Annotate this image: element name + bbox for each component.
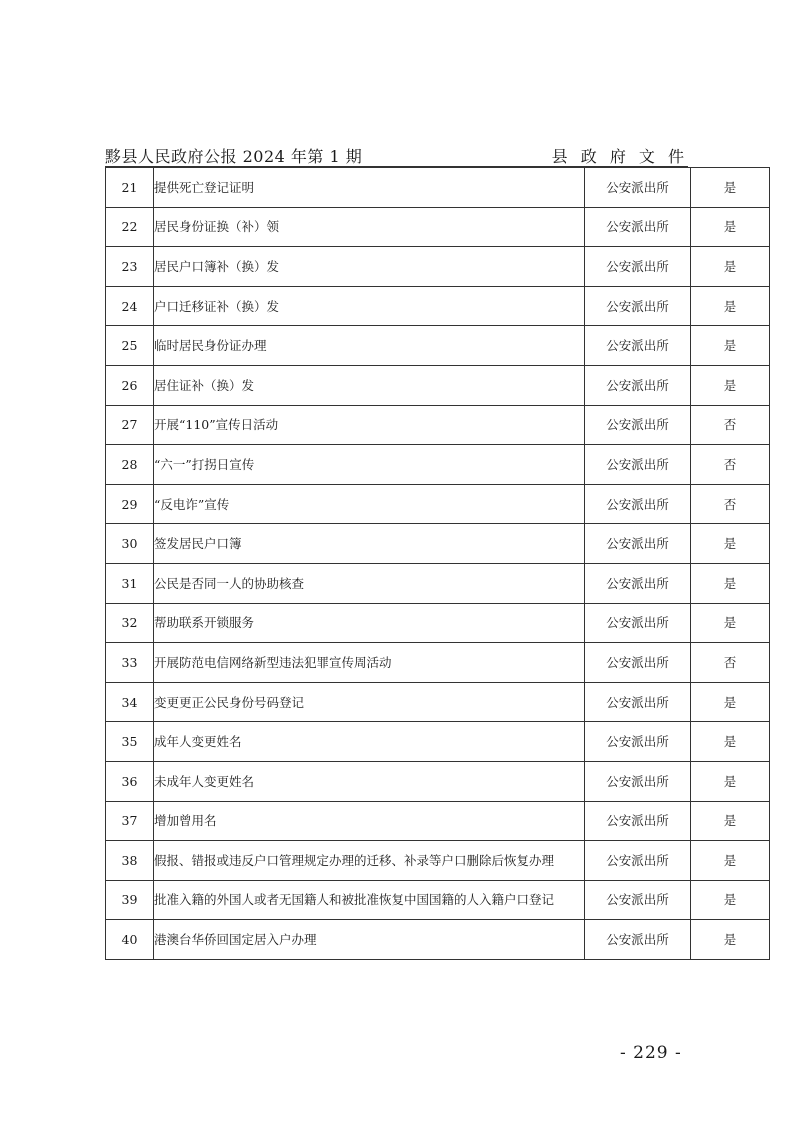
item-name: 增加曾用名 (154, 801, 585, 841)
row-number: 40 (106, 920, 154, 960)
table-row (106, 761, 770, 801)
row-number: 30 (106, 524, 154, 564)
table-row (106, 365, 770, 405)
row-number: 31 (106, 563, 154, 603)
table-row (106, 563, 770, 603)
table-row (106, 286, 770, 326)
table-row (106, 168, 770, 208)
department: 公安派出所 (585, 207, 691, 247)
applicable-flag: 否 (691, 405, 770, 445)
department: 公安派出所 (585, 603, 691, 643)
table-row (106, 920, 770, 960)
department: 公安派出所 (585, 880, 691, 920)
row-number: 38 (106, 841, 154, 881)
item-name: 开展防范电信网络新型违法犯罪宣传周活动 (154, 643, 585, 683)
row-number: 23 (106, 247, 154, 287)
applicable-flag: 是 (691, 563, 770, 603)
item-name: 批准入籍的外国人或者无国籍人和被批准恢复中国国籍的人入籍户口登记 (154, 880, 585, 920)
row-number: 32 (106, 603, 154, 643)
applicable-flag: 是 (691, 286, 770, 326)
item-name: 提供死亡登记证明 (154, 168, 585, 208)
table-row (106, 207, 770, 247)
item-name: 假报、错报或违反户口管理规定办理的迁移、补录等户口删除后恢复办理 (154, 841, 585, 881)
applicable-flag: 是 (691, 761, 770, 801)
service-items-table (105, 167, 770, 960)
row-number: 28 (106, 445, 154, 485)
department: 公安派出所 (585, 722, 691, 762)
item-name: 公民是否同一人的协助核查 (154, 563, 585, 603)
applicable-flag: 是 (691, 603, 770, 643)
department: 公安派出所 (585, 524, 691, 564)
table-row (106, 405, 770, 445)
department: 公安派出所 (585, 841, 691, 881)
department: 公安派出所 (585, 643, 691, 683)
applicable-flag: 是 (691, 326, 770, 366)
item-name: 变更更正公民身份号码登记 (154, 682, 585, 722)
bulletin-title: 黟县人民政府公报 2024 年第 1 期 (105, 147, 363, 166)
row-number: 35 (106, 722, 154, 762)
table-row (106, 682, 770, 722)
item-name: “反电诈”宣传 (154, 484, 585, 524)
department: 公安派出所 (585, 563, 691, 603)
item-name: 临时居民身份证办理 (154, 326, 585, 366)
table-body (106, 168, 770, 960)
page-header (105, 140, 688, 166)
page-number: - 229 - (620, 1043, 682, 1063)
item-name: 户口迁移证补（换）发 (154, 286, 585, 326)
table-row (106, 484, 770, 524)
item-name: 居住证补（换）发 (154, 365, 585, 405)
department: 公安派出所 (585, 484, 691, 524)
applicable-flag: 否 (691, 445, 770, 485)
table-row (106, 643, 770, 683)
item-name: 签发居民户口簿 (154, 524, 585, 564)
table-row (106, 524, 770, 564)
table-row (106, 841, 770, 881)
applicable-flag: 是 (691, 524, 770, 564)
applicable-flag: 是 (691, 247, 770, 287)
row-number: 25 (106, 326, 154, 366)
department: 公安派出所 (585, 405, 691, 445)
item-name: 居民身份证换（补）领 (154, 207, 585, 247)
applicable-flag: 是 (691, 365, 770, 405)
item-name: “六一”打拐日宣传 (154, 445, 585, 485)
applicable-flag: 是 (691, 722, 770, 762)
department: 公安派出所 (585, 168, 691, 208)
row-number: 29 (106, 484, 154, 524)
table-row (106, 247, 770, 287)
table-row (106, 801, 770, 841)
department: 公安派出所 (585, 445, 691, 485)
row-number: 22 (106, 207, 154, 247)
item-name: 港澳台华侨回国定居入户办理 (154, 920, 585, 960)
applicable-flag: 是 (691, 168, 770, 208)
department: 公安派出所 (585, 247, 691, 287)
department: 公安派出所 (585, 286, 691, 326)
applicable-flag: 否 (691, 484, 770, 524)
item-name: 未成年人变更姓名 (154, 761, 585, 801)
applicable-flag: 否 (691, 643, 770, 683)
item-name: 成年人变更姓名 (154, 722, 585, 762)
table-row (106, 603, 770, 643)
applicable-flag: 是 (691, 207, 770, 247)
row-number: 33 (106, 643, 154, 683)
applicable-flag: 是 (691, 880, 770, 920)
row-number: 34 (106, 682, 154, 722)
applicable-flag: 是 (691, 841, 770, 881)
department: 公安派出所 (585, 365, 691, 405)
row-number: 24 (106, 286, 154, 326)
table-row (106, 880, 770, 920)
row-number: 37 (106, 801, 154, 841)
table-row (106, 445, 770, 485)
row-number: 39 (106, 880, 154, 920)
section-title: 县 政 府 文 件 (551, 147, 688, 166)
item-name: 帮助联系开锁服务 (154, 603, 585, 643)
table-row (106, 722, 770, 762)
item-name: 开展“110”宣传日活动 (154, 405, 585, 445)
applicable-flag: 是 (691, 682, 770, 722)
department: 公安派出所 (585, 920, 691, 960)
department: 公安派出所 (585, 326, 691, 366)
applicable-flag: 是 (691, 801, 770, 841)
department: 公安派出所 (585, 761, 691, 801)
department: 公安派出所 (585, 682, 691, 722)
row-number: 26 (106, 365, 154, 405)
applicable-flag: 是 (691, 920, 770, 960)
item-name: 居民户口簿补（换）发 (154, 247, 585, 287)
table-row (106, 326, 770, 366)
department: 公安派出所 (585, 801, 691, 841)
row-number: 27 (106, 405, 154, 445)
row-number: 36 (106, 761, 154, 801)
row-number: 21 (106, 168, 154, 208)
